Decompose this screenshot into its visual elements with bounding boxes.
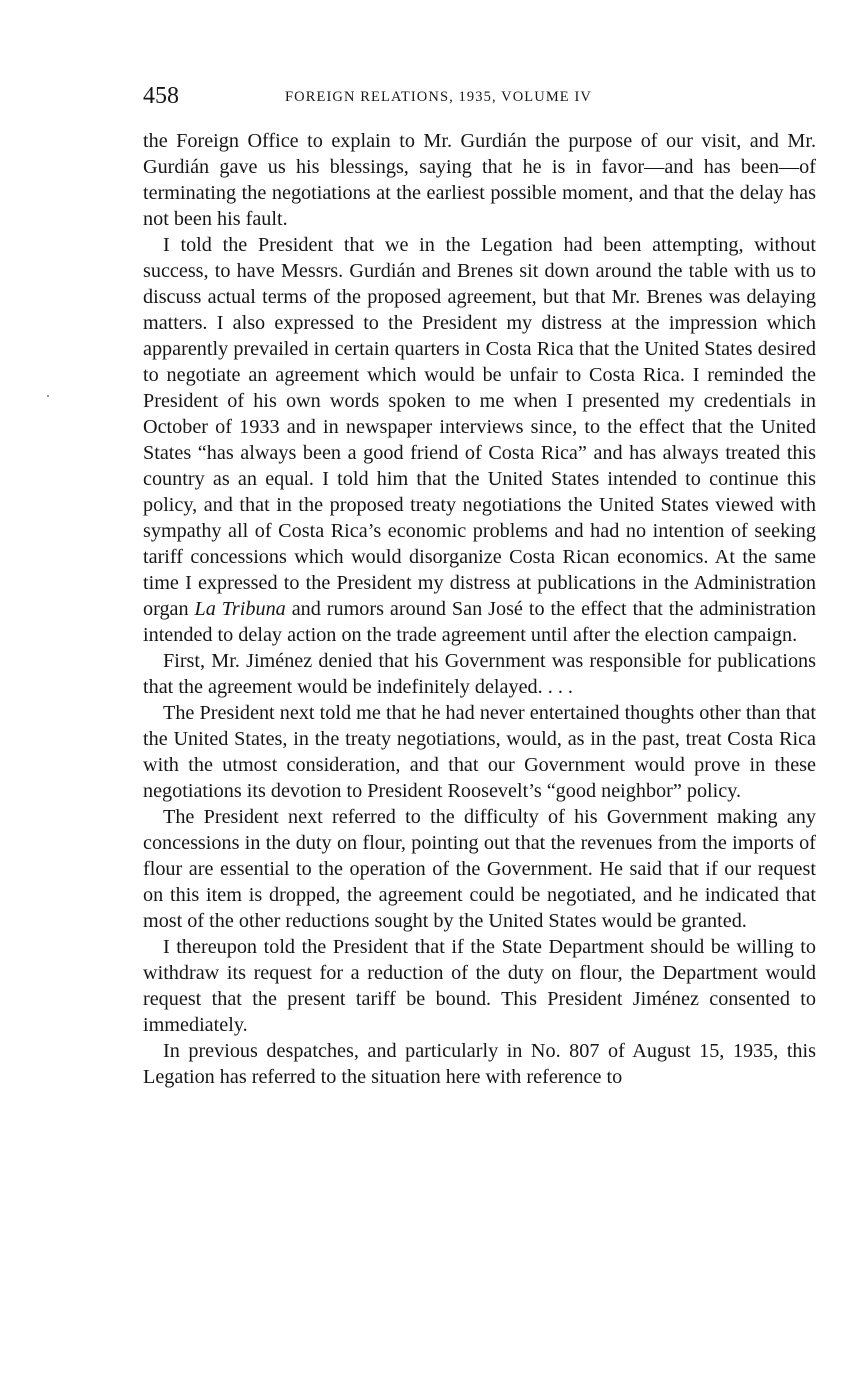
publication-title: FOREIGN RELATIONS, 1935, VOLUME IV xyxy=(285,89,592,105)
paragraph-president-meeting xyxy=(143,232,816,648)
paragraph-previous-despatches: In previous despatches, and particularly in No. 807 of August 15, 1935, this Legation has referred to the situation here with reference to xyxy=(143,1040,816,1088)
document-page xyxy=(143,82,816,1090)
running-header xyxy=(143,82,816,114)
document-body xyxy=(143,128,816,1090)
paragraph-continued: the Foreign Office to explain to Mr. Gurdián the purpose of our visit, and Mr. Gurdián gave us his blessings, saying that he is in favor—and has been—of terminating the negotiations at the earliest possible moment, and that the delay has not been his fault. xyxy=(143,130,816,230)
paragraph-text: I told the President that we in the Legation had been attempting, without success, to have Messrs. Gurdián and Brenes sit down around the table with us to discuss actual terms of the proposed agreement, but that Mr. Brenes was delaying matters. I also expressed to the President my distress at the impression which apparently prevailed in certain quarters in Costa Rica that the United States desired to negotiate an agreement which would be unfair to Costa Rica. I reminded the President of his own words spoken to me when I presented my credentials in October of 1933 and in newspaper interviews since, to the effect that the United States “has always been a good friend of Costa Rica” and has always treated this country as an equal. I told him that the United States intended to continue this policy, and that in the proposed treaty negotiations the United States viewed with sympathy all of Costa Rica’s economic problems and had no intention of seeking tariff concessions which would disorganize Costa Rican economics. At the same time I expressed to the President my distress at publications in the Administration organ xyxy=(143,234,816,620)
page-number: 458 xyxy=(143,83,179,109)
paragraph-flour-duty: The President next referred to the difficulty of his Government making any concessions in the duty on flour, pointing out that the revenues from the imports of flour are essential to the operation of the Government. He said that if our request on this item is dropped, the agreement could be negotiated, and he indicated that most of the other reductions sought by the United States would be granted. xyxy=(143,806,816,932)
paragraph-denial: First, Mr. Jiménez denied that his Government was responsible for publications that the agreement would be indefinitely delayed. . . . xyxy=(143,650,816,698)
paragraph-good-neighbor: The President next told me that he had never entertained thoughts other than that the United States, in the treaty negotiations, would, as in the past, treat Costa Rica with the utmost consideration, and that our Government would prove in these negotiations its devotion to President Roosevelt’s “good neighbor” policy. xyxy=(143,702,816,802)
margin-mark xyxy=(47,395,49,397)
paragraph-tariff-bound: I thereupon told the President that if the State Department should be willing to withdraw its request for a reduction of the duty on flour, the Department would request that the present tariff be bound. This President Jiménez consented to immediately. xyxy=(143,936,816,1036)
paragraph-text-continued: and rumors around San José to the effect that the administration intended to delay action on the trade agreement until after the election campaign. xyxy=(143,598,816,646)
newspaper-title: La Tribuna xyxy=(194,598,286,620)
